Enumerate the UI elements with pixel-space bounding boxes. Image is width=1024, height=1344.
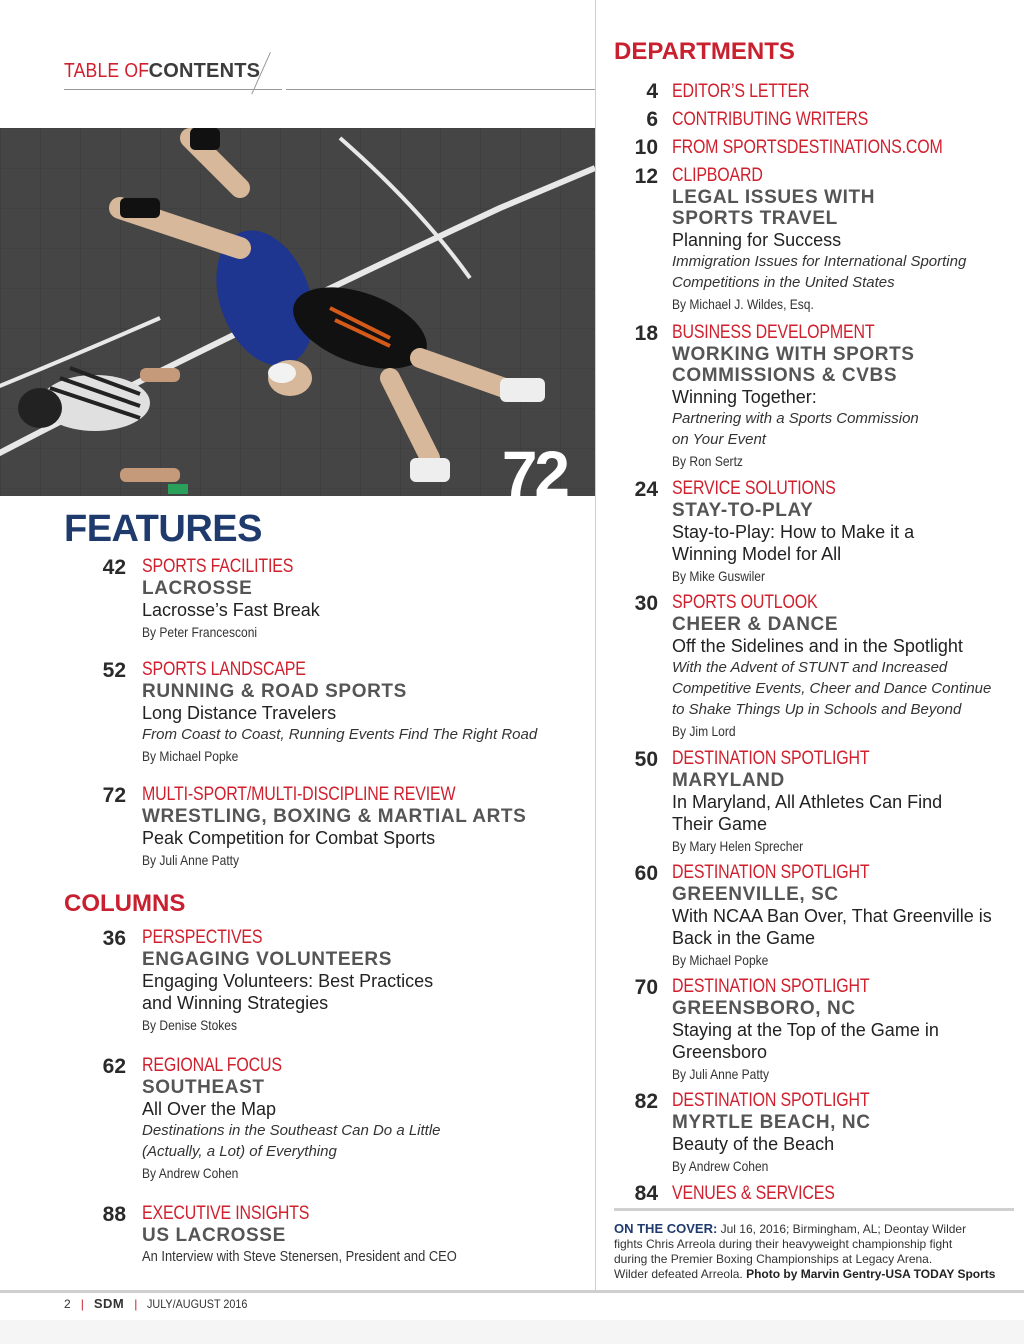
cover-label: ON THE COVER: — [614, 1221, 718, 1236]
entry-byline: By Juli Anne Patty — [142, 852, 240, 868]
entry-category: SERVICE SOLUTIONS — [672, 478, 836, 499]
page-footer — [64, 1296, 259, 1311]
footer-magazine-name: SDM — [93, 1296, 125, 1311]
entry-subtitle: Engaging Volunteers: Best Practices — [142, 971, 434, 991]
entry-subtitle: Lacrosse’s Fast Break — [142, 600, 320, 620]
entry-byline: By Denise Stokes — [142, 1017, 238, 1033]
entry-title: WRESTLING, BOXING & MARTIAL ARTS — [142, 806, 527, 827]
toc-rule-left — [64, 89, 282, 90]
entry-title: US LACROSSE — [142, 1225, 286, 1246]
cover-line-1: Jul 16, 2016; Birmingham, AL; Deontay Wilder — [717, 1222, 967, 1236]
entry-description: With the Advent of STUNT and Increased — [672, 659, 948, 676]
entry-category: SPORTS LANDSCAPE — [142, 659, 306, 680]
table-of-contents-heading — [64, 60, 260, 83]
page-number: 50 — [634, 748, 658, 771]
page-number: 36 — [102, 927, 126, 950]
entry-title: CHEER & DANCE — [672, 614, 839, 635]
page-number: 60 — [634, 862, 658, 885]
footer-page-number: 2 — [64, 1296, 71, 1311]
cover-line-4: Wilder defeated Arreola. — [614, 1267, 747, 1281]
entry-byline: By Mary Helen Sprecher — [672, 838, 804, 854]
page-number: 12 — [634, 165, 658, 188]
entry-byline: By Michael J. Wildes, Esq. — [672, 296, 814, 312]
footer-separator: | — [134, 1296, 138, 1311]
footer-issue-date: JULY/AUGUST 2016 — [147, 1296, 248, 1311]
entry-category: DESTINATION SPOTLIGHT — [672, 748, 870, 769]
page-number: 82 — [634, 1090, 658, 1113]
entry-subtitle-cont: Their Game — [672, 814, 768, 834]
entry-category: REGIONAL FOCUS — [142, 1055, 282, 1076]
feature-photo-wrestling — [0, 128, 595, 496]
entry-category: DESTINATION SPOTLIGHT — [672, 862, 870, 883]
toc-rule-right — [286, 89, 595, 90]
entry-subtitle: Beauty of the Beach — [672, 1134, 835, 1154]
features-heading: FEATURES — [64, 508, 262, 550]
entry-subtitle: Stay-to-Play: How to Make it a — [672, 522, 915, 542]
departments-heading: DEPARTMENTS — [614, 38, 795, 65]
entry-subtitle: Winning Together: — [672, 387, 817, 407]
cover-caption — [614, 1208, 1014, 1284]
entry-category: PERSPECTIVES — [142, 927, 263, 948]
entry-subtitle: Staying at the Top of the Game in — [672, 1020, 939, 1040]
page-number: 84 — [634, 1182, 658, 1205]
entry-byline: By Mike Guswiler — [672, 568, 766, 584]
page-number: 52 — [102, 659, 126, 682]
entry-title: LEGAL ISSUES WITH — [672, 187, 876, 208]
entry-byline: An Interview with Steve Stenersen, President and CEO — [142, 1248, 457, 1265]
page-number: 30 — [634, 592, 658, 615]
entry-category: VENUES & SERVICES — [672, 1183, 835, 1204]
entry-category: BUSINESS DEVELOPMENT — [672, 322, 875, 343]
entry-subtitle-cont: Winning Model for All — [672, 544, 842, 564]
entry-title: MYRTLE BEACH, NC — [672, 1112, 871, 1133]
toc-heading-bold: CONTENTS — [148, 60, 261, 82]
entry-subtitle-cont: Back in the Game — [672, 928, 816, 948]
entry-subtitle: Off the Sidelines and in the Spotlight — [672, 636, 963, 656]
entry-title: STAY-TO-PLAY — [672, 500, 814, 521]
entry-title: LACROSSE — [142, 578, 253, 599]
columns-heading: COLUMNS — [64, 890, 186, 917]
entry-category: EXECUTIVE INSIGHTS — [142, 1203, 310, 1224]
entry-category: CONTRIBUTING WRITERS — [672, 109, 869, 130]
entry-description: Partnering with a Sports Commission — [672, 410, 919, 427]
page-number: 62 — [102, 1055, 126, 1078]
cover-line-3: during the Premier Boxing Championships at Legacy Arena. — [614, 1252, 933, 1266]
page-number: 72 — [102, 784, 126, 807]
entry-byline: By Juli Anne Patty — [672, 1066, 770, 1082]
entry-title: GREENSBORO, NC — [672, 998, 856, 1019]
entry-subtitle-cont: and Winning Strategies — [142, 993, 329, 1013]
entry-byline: By Michael Popke — [142, 748, 239, 764]
entry-byline: By Peter Francesconi — [142, 624, 258, 640]
entry-category: SPORTS FACILITIES — [142, 556, 294, 577]
entry-category: DESTINATION SPOTLIGHT — [672, 1090, 870, 1111]
entry-byline: By Jim Lord — [672, 723, 736, 739]
page-number: 88 — [102, 1203, 126, 1226]
footer-rule — [0, 1290, 1024, 1293]
entry-title: RUNNING & ROAD SPORTS — [142, 681, 407, 702]
page-number: 70 — [634, 976, 658, 999]
entry-description-cont: on Your Event — [672, 431, 766, 448]
entry-description-cont: to Shake Things Up in Schools and Beyond — [672, 701, 962, 718]
entry-byline: By Ron Sertz — [672, 453, 743, 469]
entry-category: CLIPBOARD — [672, 165, 763, 186]
photo-credit: Photo by Marvin Gentry-USA TODAY Sports — [746, 1267, 996, 1281]
entry-title: GREENVILLE, SC — [672, 884, 839, 905]
entry-title: ENGAGING VOLUNTEERS — [142, 949, 392, 970]
entry-subtitle: With NCAA Ban Over, That Greenville is — [672, 906, 992, 926]
entry-category: SPORTS OUTLOOK — [672, 592, 818, 613]
entry-byline: By Andrew Cohen — [672, 1158, 769, 1174]
entry-description: Destinations in the Southeast Can Do a Little — [142, 1122, 441, 1139]
entry-category: EDITOR’S LETTER — [672, 81, 810, 102]
entry-category: MULTI-SPORT/MULTI-DISCIPLINE REVIEW — [142, 784, 456, 805]
entry-description-cont: (Actually, a Lot) of Everything — [142, 1143, 337, 1160]
page-number: 10 — [634, 136, 658, 159]
photo-page-number: 72 — [501, 438, 567, 496]
footer-separator: | — [80, 1296, 84, 1311]
entry-subtitle: Peak Competition for Combat Sports — [142, 828, 436, 848]
toc-heading-light: TABLE OF — [64, 60, 150, 82]
entry-title: SOUTHEAST — [142, 1077, 265, 1098]
entry-byline: By Michael Popke — [672, 952, 769, 968]
entry-subtitle: In Maryland, All Athletes Can Find — [672, 792, 943, 812]
entry-title: MARYLAND — [672, 770, 785, 791]
cover-line-2: fights Chris Arreola during their heavyweight championship fight — [614, 1237, 953, 1251]
page-number: 6 — [646, 108, 658, 131]
entry-description: Immigration Issues for International Sporting — [672, 253, 967, 270]
entry-subtitle: Planning for Success — [672, 230, 842, 250]
entry-subtitle-cont: Greensboro — [672, 1042, 768, 1062]
entry-title-cont: COMMISSIONS & CVBS — [672, 365, 898, 386]
entry-subtitle: All Over the Map — [142, 1099, 277, 1119]
entry-title-cont: SPORTS TRAVEL — [672, 208, 838, 229]
page-number: 18 — [634, 322, 658, 345]
entry-subtitle: Long Distance Travelers — [142, 703, 337, 723]
entry-description: From Coast to Coast, Running Events Find The Right Road — [142, 726, 538, 743]
entry-description-cont: Competitive Events, Cheer and Dance Continue — [672, 680, 992, 697]
entry-category: DESTINATION SPOTLIGHT — [672, 976, 870, 997]
entry-description-cont: Competitions in the United States — [672, 274, 895, 291]
entry-byline: By Andrew Cohen — [142, 1165, 239, 1181]
entry-title: WORKING WITH SPORTS — [672, 344, 915, 365]
page-number: 42 — [102, 556, 126, 579]
page-number: 4 — [646, 80, 658, 103]
entry-category: FROM SPORTSDESTINATIONS.COM — [672, 137, 943, 158]
footer-band — [0, 1320, 1024, 1344]
page-number: 24 — [634, 478, 658, 501]
